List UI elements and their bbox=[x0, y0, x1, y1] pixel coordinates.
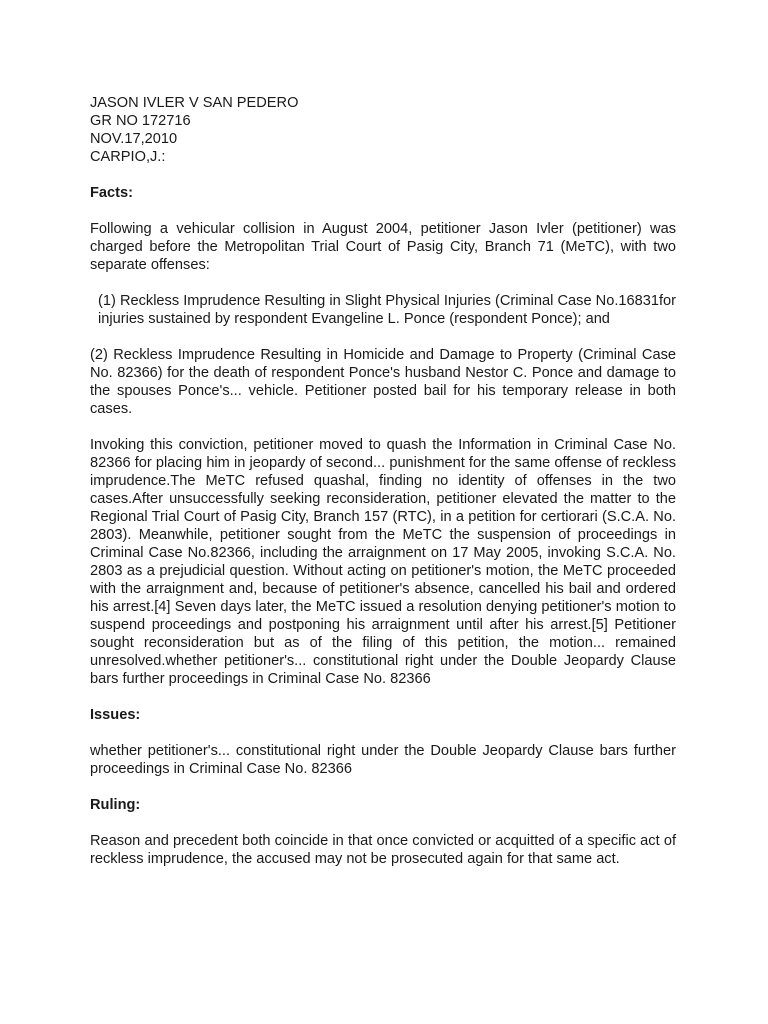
ponente: CARPIO,J.: bbox=[90, 149, 166, 165]
facts-heading: Facts: bbox=[90, 185, 133, 201]
offense-one: (1) Reckless Imprudence Resulting in Slight Physical Injuries (Criminal Case No.16831for injuries sustained by respondent Evangeline L. Ponce (respondent Ponce); and bbox=[98, 293, 676, 327]
gr-number: GR NO 172716 bbox=[90, 113, 191, 129]
ruling-heading: Ruling: bbox=[90, 797, 141, 813]
case-digest bbox=[90, 94, 676, 868]
case-title: JASON IVLER V SAN PEDERO bbox=[90, 95, 299, 111]
issues-text: whether petitioner's... constitutional right under the Double Jeopardy Clause bars further proceedings in Criminal Case No. 82366 bbox=[90, 743, 676, 777]
facts-paragraph-intro: Following a vehicular collision in August 2004, petitioner Jason Ivler (petitioner) was charged before the Metropolitan Trial Court of Pasig City, Branch 71 (MeTC), with two separate offenses: bbox=[90, 221, 676, 273]
case-header bbox=[90, 94, 676, 166]
decision-date: NOV.17,2010 bbox=[90, 131, 178, 147]
issues-heading: Issues: bbox=[90, 707, 141, 723]
offense-two: (2) Reckless Imprudence Resulting in Homicide and Damage to Property (Criminal Case No. 82366) for the death of respondent Ponce's husband Nestor C. Ponce and damage to the spouses Ponce's... vehicle. Petitioner posted bail for his temporary release in both cases. bbox=[90, 347, 676, 417]
facts-paragraph-procedural: Invoking this conviction, petitioner moved to quash the Information in Criminal Case No. 82366 for placing him in jeopardy of second... punishment for the same offense of reckless imprudence.The MeTC refused quashal, finding no identity of offenses in the two cases.After unsuccessfully seeking reconsideration, petitioner elevated the matter to the Regional Trial Court of Pasig City, Branch 157 (RTC), in a petition for certiorari (S.C.A. No. 2803). Meanwhile, petitioner sought from the MeTC the suspension of proceedings in Criminal Case No.82366, including the arraignment on 17 May 2005, invoking S.C.A. No. 2803 as a prejudicial question. Without acting on petitioner's motion, the MeTC proceeded with the arraignment and, because of petitioner's absence, cancelled his bail and ordered his arrest.[4] Seven days later, the MeTC issued a resolution denying petitioner's motion to suspend proceedings and postponing his arraignment until after his arrest.[5] Petitioner sought reconsideration but as of the filing of this petition, the motion... remained unresolved.whether petitioner's... constitutional right under the Double Jeopardy Clause bars further proceedings in Criminal Case No. 82366 bbox=[90, 437, 676, 687]
ruling-text: Reason and precedent both coincide in that once convicted or acquitted of a specific act of reckless imprudence, the accused may not be prosecuted again for that same act. bbox=[90, 833, 676, 867]
